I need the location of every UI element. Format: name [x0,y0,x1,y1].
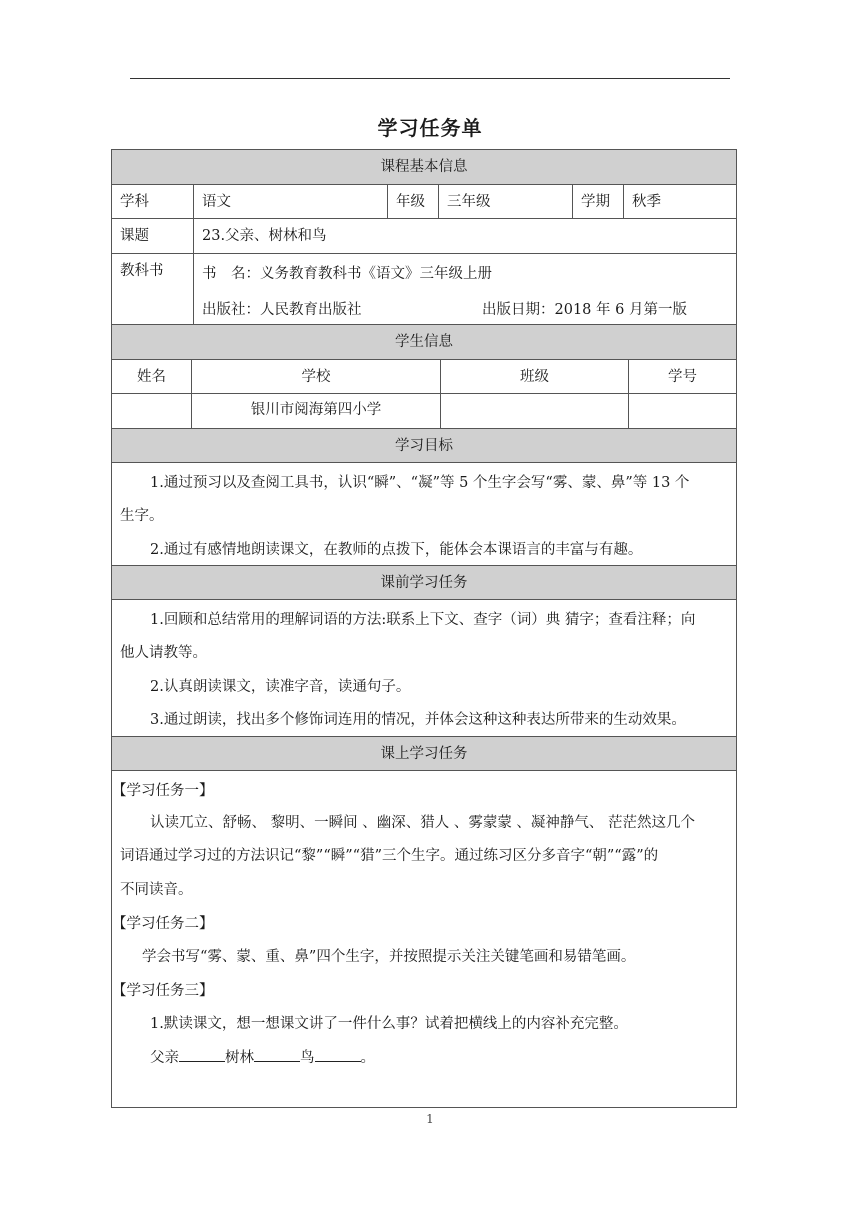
task-2-line-1: 学会书写“雾、蒙、重、鼻”四个生字，并按照提示关注关键笔画和易错笔画。 [142,949,636,965]
pre-task-1-line-1: 1.回顾和总结常用的理解词语的方法:联系上下文、查字（词）典 猜字；查看注释；向 [150,612,696,628]
student-name-value [112,394,192,428]
answer-blank-3[interactable] [315,1047,361,1062]
task-3-title: 【学习任务三】 [112,983,214,999]
lesson-value: 23.父亲、树林和鸟 [202,228,327,244]
header-rule [130,78,730,79]
subject-value: 语文 [194,185,388,218]
objective-1-line-1: 1.通过预习以及查阅工具书，认识“瞬”、“凝”等 5 个生字会写“雾、蒙、鼻”等 13 个 [150,475,690,491]
term-value: 秋季 [632,194,661,210]
task-3-line-1: 1.默读课文，想一想课文讲了一件什么事？试着把横线上的内容补充完整。 [150,1016,628,1032]
course-textbook-row [112,254,736,325]
grade-label: 年级 [388,185,439,218]
pre-task-3: 3.通过朗读，找出多个修饰词连用的情况，并体会这种这种表达所带来的生动效果。 [150,712,686,728]
pre-task-2: 2.认真朗读课文，读准字音，读通句子。 [150,679,411,695]
answer-blank-1[interactable] [179,1047,225,1062]
student-columns-row [112,360,736,394]
objectives-body [112,463,736,566]
fill-word-forest: 树林 [225,1050,254,1066]
term-label: 学期 [573,185,624,218]
course-info-header: 课程基本信息 [112,150,736,185]
student-school-value: 银川市阅海第四小学 [192,394,441,428]
student-values-row [112,394,736,429]
objective-1-line-2: 生字。 [120,508,164,524]
textbook-label: 教科书 [112,254,194,324]
student-school-header: 学校 [192,360,441,393]
publisher: 出版社：人民教育出版社 [202,302,362,318]
student-id-header: 学号 [668,369,697,385]
student-name-header: 姓名 [112,360,192,393]
book-name: 书 名：义务教育教科书《语文》三年级上册 [202,266,492,282]
task-1-line-1: 认读兀立、舒畅、 黎明、一瞬间 、幽深、猎人 、雾蒙蒙 、凝神静气、 茫茫然这几个 [150,815,696,831]
task-2-title: 【学习任务二】 [112,916,214,932]
fill-word-bird: 鸟 [300,1050,315,1066]
pre-task-1-line-2: 他人请教等。 [120,645,207,661]
fill-word-father: 父亲 [150,1050,179,1066]
fill-end-period: 。 [360,1050,375,1066]
document-title: 学习任务单 [377,116,483,140]
task-1-line-2: 词语通过学习过的方法识记“黎”“瞬”“猎”三个生字。通过练习区分多音字“朝”“露”的 [120,848,659,864]
course-subject-row [112,185,736,219]
student-class-value [441,394,629,428]
subject-label: 学科 [112,185,194,218]
publish-date: 出版日期：2018 年 6 月第一版 [482,302,687,318]
fill-in-blank-line [150,1046,375,1067]
answer-blank-2[interactable] [254,1047,300,1062]
pre-class-body [112,600,736,737]
course-lesson-row [112,219,736,254]
student-info-header: 学生信息 [112,325,736,360]
pre-class-header: 课前学习任务 [112,566,736,600]
grade-value: 三年级 [439,185,573,218]
objectives-header: 学习目标 [112,429,736,463]
in-class-header: 课上学习任务 [112,737,736,771]
in-class-body [112,771,736,1107]
objective-2: 2.通过有感情地朗读课文，在教师的点拨下，能体会本课语言的丰富与有趣。 [150,542,643,558]
lesson-label: 课题 [112,219,194,253]
task-1-line-3: 不同读音。 [120,882,193,898]
page-number: 1 [426,1112,434,1126]
task-1-title: 【学习任务一】 [112,783,214,799]
textbook-details [194,254,736,324]
task-sheet-table [111,149,737,1108]
student-id-value [629,394,736,428]
student-class-header: 班级 [441,360,629,393]
